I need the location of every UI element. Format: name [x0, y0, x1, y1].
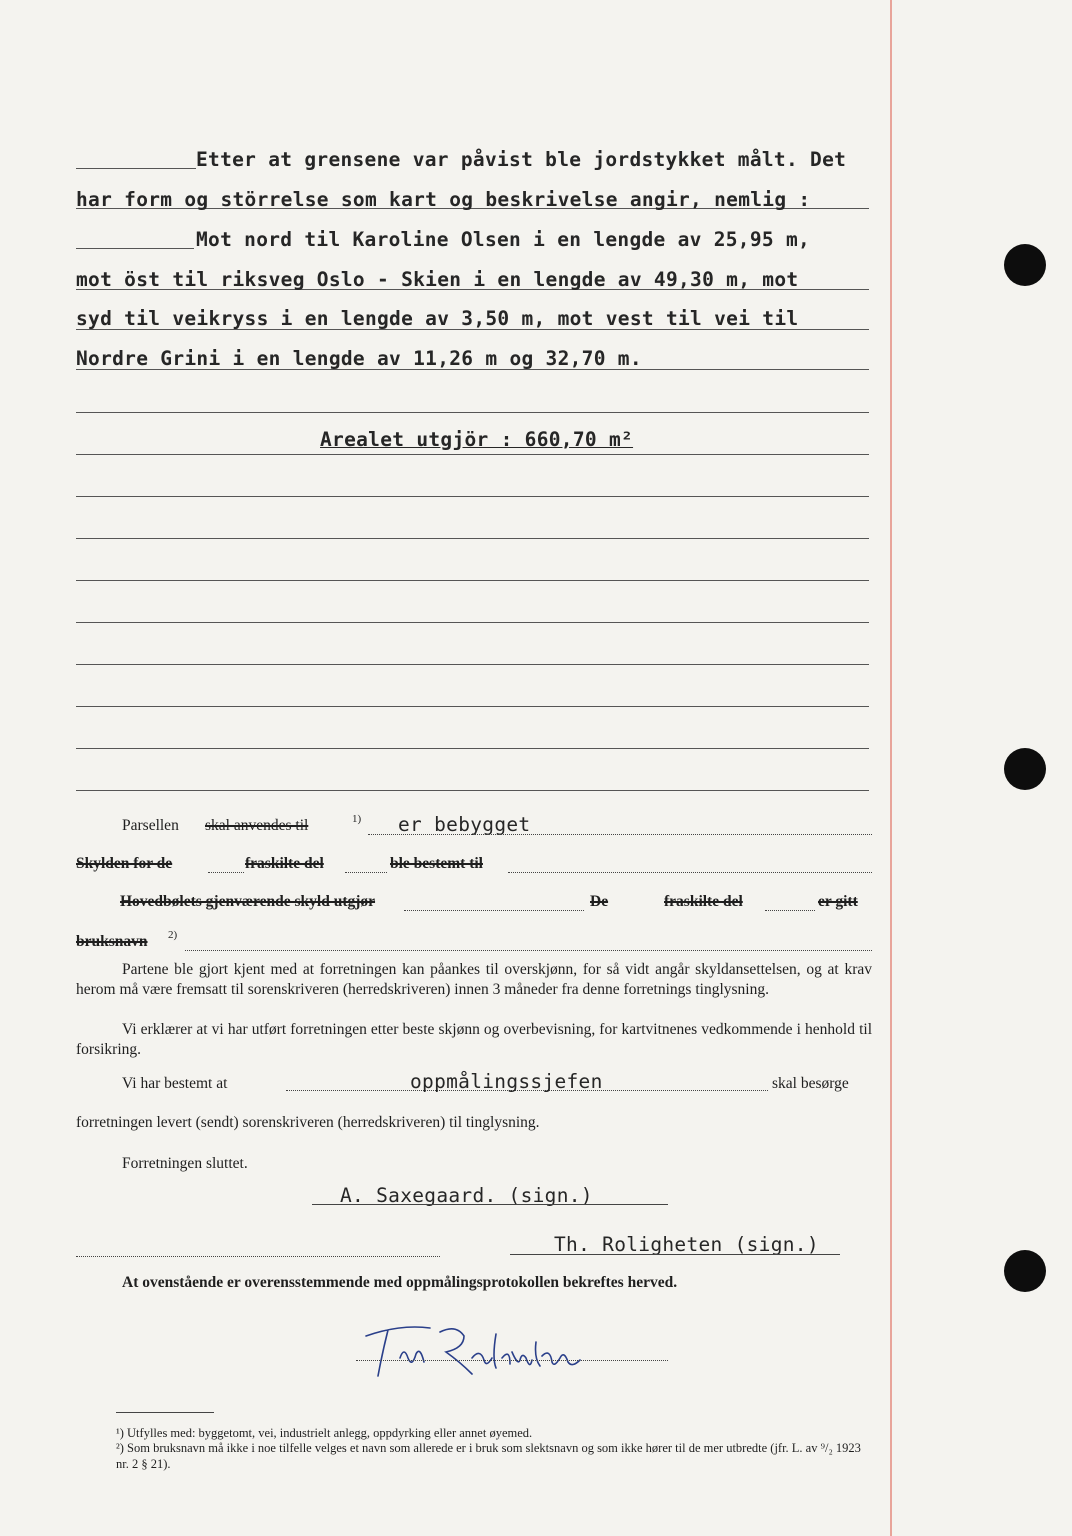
bestemt-value: oppmålingssjefen — [410, 1070, 603, 1093]
appeal-paragraph — [76, 960, 872, 1000]
hovedbolets-label: Hovedbølets gjenværende skyld utgjør — [120, 893, 376, 910]
ruled-line — [76, 168, 196, 169]
footnote-separator — [116, 1412, 214, 1413]
footnote-ref-2: 2) — [168, 929, 178, 941]
er-gitt-label: er gitt — [818, 893, 858, 910]
skylden-dotted-1 — [208, 872, 244, 873]
signature-underline-1 — [312, 1204, 668, 1205]
ruled-line — [76, 748, 869, 749]
hovedbolets-dotted — [404, 910, 584, 911]
punch-hole-bottom — [1004, 1250, 1046, 1292]
signature-line-2: Th. Roligheten (sign.) — [554, 1233, 819, 1256]
signature-underline-2 — [510, 1254, 840, 1255]
skylden-dotted-2 — [345, 872, 387, 873]
levert-text: forretningen levert (sendt) sorenskriveren (herredskriveren) til tinglysning. — [76, 1114, 540, 1131]
ruled-line — [76, 664, 869, 665]
punch-hole-top — [1004, 244, 1046, 286]
signature-line-1: A. Saxegaard. (sign.) — [340, 1184, 593, 1207]
appeal-text: Partene ble gjort kjent med at forretningen kan påankes til overskjønn, for så vidt angår skyldansettelsen, og at krav herom må være fremsatt til sorenskriveren (herredskriveren) innen 3 måneder fra denne forretnings tinglysning. — [76, 961, 872, 998]
typed-line-3: Mot nord til Karoline Olsen i en lengde av 25,95 m, — [196, 228, 811, 251]
declaration-paragraph — [76, 1020, 872, 1060]
footnote-2: ²) Som bruksnavn må ikke i noe tilfelle velges et navn som allerede er i bruk som slektsnavn og som ikke hører til de mer utbredte (jfr. L. av ⁹/₂ 1923 nr. 2 § 21). — [116, 1441, 861, 1471]
skylden-bestemt: ble bestemt til — [390, 855, 483, 872]
margin-line — [890, 0, 892, 1536]
area-statement: Arealet utgjör : 660,70 m² — [320, 428, 634, 451]
skylden-fraskilte: fraskilte del — [245, 855, 324, 872]
besorge-label: skal besørge — [772, 1075, 849, 1092]
fraskilte-label: fraskilte del — [664, 893, 743, 910]
declaration-text: Vi erklærer at vi har utført forretningen etter beste skjønn og overbevisning, for kartvitnenes vedkommende i henhold til forsikring. — [76, 1021, 872, 1058]
ruled-line — [76, 706, 869, 707]
typed-line-6: Nordre Grini i en lengde av 11,26 m og 32,70 m. — [76, 347, 642, 370]
confirmation-text: At ovenstående er overensstemmende med oppmålingsprotokollen bekreftes herved. — [122, 1274, 678, 1291]
typed-line-5: syd til veikryss i en lengde av 3,50 m, mot vest til vei til — [76, 307, 799, 330]
de-label: De — [590, 893, 609, 910]
ruled-line — [76, 790, 869, 791]
skylden-label: Skylden for de — [76, 855, 173, 872]
skylden-dotted-3 — [508, 872, 872, 873]
witness-dotted-line — [76, 1256, 440, 1257]
bestemt-label: Vi har bestemt at — [122, 1075, 228, 1092]
parsellen-label: Parsellen — [122, 817, 179, 834]
ruled-line — [76, 496, 869, 497]
fraskilte-dotted — [765, 910, 815, 911]
ruled-line — [76, 580, 869, 581]
sluttet-text: Forretningen sluttet. — [122, 1155, 248, 1172]
parsellen-struck-label: skal anvendes til — [205, 817, 309, 834]
bruksnavn-dotted — [185, 950, 872, 951]
handwritten-signature — [360, 1318, 600, 1388]
parsellen-dotted-line — [368, 834, 872, 835]
bruksnavn-label: bruksnavn — [76, 933, 148, 950]
typed-line-2: har form og störrelse som kart og beskrivelse angir, nemlig : — [76, 188, 811, 211]
typed-line-4: mot öst til riksveg Oslo - Skien i en lengde av 49,30 m, mot — [76, 268, 799, 291]
ruled-line — [76, 454, 869, 455]
punch-hole-middle — [1004, 748, 1046, 790]
parsellen-value: er bebygget — [398, 813, 531, 836]
ruled-line — [76, 248, 194, 249]
footnote-ref-1: 1) — [352, 813, 362, 825]
ruled-line — [76, 622, 869, 623]
typed-line-1: Etter at grensene var påvist ble jordstykket målt. Det — [196, 148, 847, 171]
footnote-1: ¹) Utfylles med: byggetomt, vei, industrielt anlegg, oppdyrking eller annet øyemed. — [116, 1426, 533, 1440]
signature-dotted-line — [356, 1360, 668, 1361]
ruled-line — [76, 412, 869, 413]
ruled-line — [76, 538, 869, 539]
